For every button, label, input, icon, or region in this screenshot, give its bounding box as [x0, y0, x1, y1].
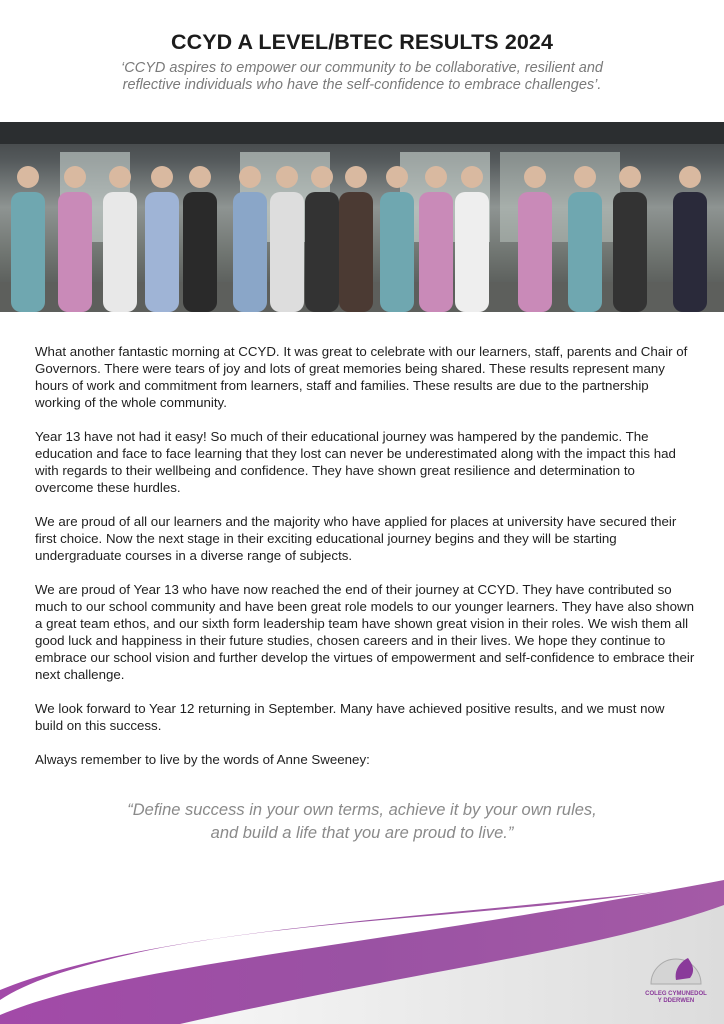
paragraph: What another fantastic morning at CCYD. It was great to celebrate with our learners, staff, parents and Chair of Governors. There were tears of joy and lots of great memories being shared. These results represent many hours of work and commitment from learners, staff and families. These results are due to the partnership working of the whole community.	[35, 344, 688, 410]
person-figure	[518, 192, 552, 312]
person-figure	[11, 192, 45, 312]
quote-line: and build a life that you are proud to live.”	[210, 824, 514, 842]
person-head	[524, 166, 546, 188]
person-figure	[103, 192, 137, 312]
person-figure	[233, 192, 267, 312]
article-body	[35, 343, 695, 785]
person-figure	[380, 192, 414, 312]
college-logo	[630, 950, 722, 1020]
person-head	[109, 166, 131, 188]
paragraph: We are proud of all our learners and the majority who have applied for places at university have secured their first choice. Now the next stage in their exciting educational journey begins and they will be starting undergraduate courses in a diverse range of subjects.	[35, 514, 677, 563]
person-figure	[339, 192, 373, 312]
group-photo	[0, 122, 724, 312]
person-figure	[673, 192, 707, 312]
motto	[0, 60, 724, 94]
person-head	[189, 166, 211, 188]
person-head	[276, 166, 298, 188]
person-figure	[145, 192, 179, 312]
person-head	[151, 166, 173, 188]
motto-line: reflective individuals who have the self-confidence to embrace challenges’.	[122, 77, 602, 93]
person-head	[619, 166, 641, 188]
footer-swoosh	[0, 870, 724, 1024]
person-head	[679, 166, 701, 188]
paragraph: We are proud of Year 13 who have now reached the end of their journey at CCYD. They have contributed so much to our school community and have been great role models to our younger learners. They have also shown a great team ethos, and our sixth form leadership team have shown great vision in their roles. We wish them all good luck and happiness in their future studies, chosen careers and in their lives. We hope they continue to embrace our school vision and further develop the virtues of empowerment and self-confidence to embrace their next challenge.	[35, 582, 695, 682]
paragraph: We look forward to Year 12 returning in September. Many have achieved positive results, and we must now build on this success.	[35, 701, 665, 733]
person-head	[239, 166, 261, 188]
person-figure	[305, 192, 339, 312]
motto-line: ‘CCYD aspires to empower our community to be collaborative, resilient and	[121, 60, 603, 76]
person-head	[345, 166, 367, 188]
person-head	[17, 166, 39, 188]
closing-quote	[0, 799, 724, 845]
oak-leaf-logo-icon	[646, 950, 706, 986]
person-head	[64, 166, 86, 188]
person-figure	[419, 192, 453, 312]
logo-text: Y DDERWEN	[657, 998, 695, 1004]
person-head	[311, 166, 333, 188]
quote-line: “Define success in your own terms, achieve it by your own rules,	[127, 801, 597, 819]
person-head	[425, 166, 447, 188]
person-head	[461, 166, 483, 188]
paragraph: Always remember to live by the words of Anne Sweeney:	[35, 752, 370, 767]
logo-text: COLEG CYMUNEDOL	[645, 991, 707, 997]
person-figure	[58, 192, 92, 312]
person-figure	[613, 192, 647, 312]
paragraph: Year 13 have not had it easy! So much of their educational journey was hampered by the pandemic. The education and face to face learning that they lost can never be underestimated along with the impact this had with regards to their wellbeing and confidence. They have shown great resilience and determination to overcome these hurdles.	[35, 429, 676, 495]
person-figure	[455, 192, 489, 312]
page-title: CCYD A LEVEL/BTEC RESULTS 2024	[170, 30, 554, 54]
person-head	[386, 166, 408, 188]
person-figure	[183, 192, 217, 312]
group-photo-illustration	[0, 122, 724, 312]
person-figure	[270, 192, 304, 312]
person-figure	[568, 192, 602, 312]
person-head	[574, 166, 596, 188]
